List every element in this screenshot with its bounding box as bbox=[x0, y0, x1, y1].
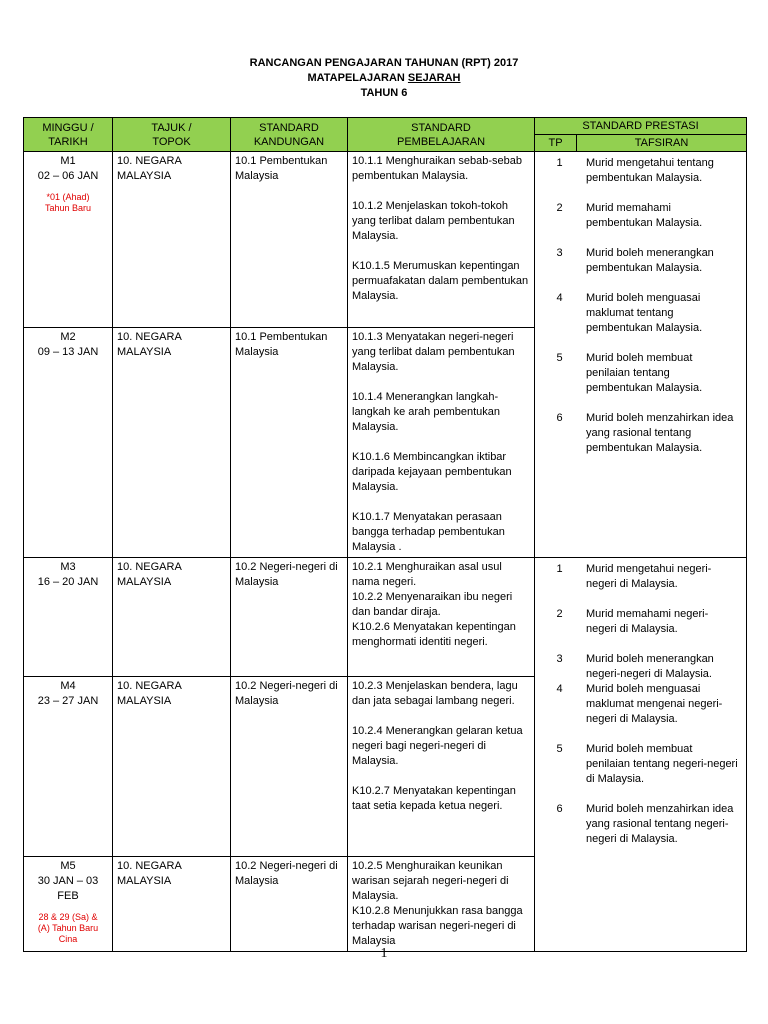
tajuk-cell: 10. NEGARA MALAYSIA bbox=[113, 152, 231, 328]
page-number: 1 bbox=[380, 946, 388, 961]
col-header-tp: TP bbox=[535, 135, 577, 152]
tp-level: 6 bbox=[556, 412, 563, 424]
col-header-sk-line1: STANDARD bbox=[259, 121, 319, 134]
title-line-3: TAHUN 6 bbox=[360, 87, 408, 99]
col-header-sp-line2: PEMBELAJARAN bbox=[396, 135, 486, 148]
tajuk-cell: 10. NEGARA MALAYSIA bbox=[113, 328, 231, 558]
prestasi-item bbox=[539, 562, 742, 592]
prestasi-cell-group2 bbox=[535, 558, 747, 952]
week-cell bbox=[24, 677, 113, 857]
prestasi-item bbox=[539, 652, 742, 682]
kandungan-cell: 10.1 Pembentukan Malaysia bbox=[231, 152, 348, 328]
week-row-m3 bbox=[24, 558, 747, 677]
holiday-line: (A) Tahun Baru bbox=[37, 923, 99, 933]
subject-name: SEJARAH bbox=[407, 72, 461, 84]
tp-level: 3 bbox=[556, 247, 563, 259]
learning-standard: 10.1.4 Menerangkan langkah-langkah ke arah pembentukan Malaysia. bbox=[352, 391, 500, 433]
tafsiran-text: Murid boleh membuat penilaian tentang pembentukan Malaysia. bbox=[586, 352, 703, 394]
col-header-minggu bbox=[24, 118, 113, 152]
tafsiran-text: Murid boleh menguasai maklumat tentang pembentukan Malaysia. bbox=[586, 292, 703, 334]
learning-standard: 10.1.2 Menjelaskan tokoh-tokoh yang terlibat dalam pembentukan Malaysia. bbox=[352, 200, 515, 242]
prestasi-item bbox=[539, 246, 742, 276]
tajuk-cell: 10. NEGARA MALAYSIA bbox=[113, 857, 231, 952]
tp-level: 2 bbox=[556, 608, 563, 620]
learning-standard: K10.1.5 Merumuskan kepentingan permuafakatan dalam pembentukan Malaysia. bbox=[352, 260, 529, 302]
week-dates: 09 – 13 JAN bbox=[37, 346, 99, 358]
week-dates: 30 JAN – 03 FEB bbox=[37, 875, 99, 902]
tafsiran-text: Murid boleh menerangkan negeri-negeri di Malaysia. bbox=[586, 653, 714, 680]
week-dates: 02 – 06 JAN bbox=[37, 170, 99, 182]
title-line-2 bbox=[0, 71, 768, 86]
prestasi-cell-group1 bbox=[535, 152, 747, 558]
tafsiran-text: Murid memahami negeri-negeri di Malaysia. bbox=[586, 608, 709, 635]
col-header-tajuk bbox=[113, 118, 231, 152]
kandungan-cell: 10.2 Negeri-negeri di Malaysia bbox=[231, 558, 348, 677]
learning-standard: K10.2.7 Menyatakan kepentingan taat setia kepada ketua negeri. bbox=[352, 785, 516, 812]
tp-level: 1 bbox=[556, 157, 563, 169]
col-header-standard-kandungan bbox=[231, 118, 348, 152]
tafsiran-text: Murid boleh menzahirkan idea yang rasional tentang negeri-negeri di Malaysia. bbox=[586, 803, 734, 845]
tajuk-cell: 10. NEGARA MALAYSIA bbox=[113, 558, 231, 677]
week-number: M1 bbox=[60, 155, 76, 167]
learning-standard: 10.1.3 Menyatakan negeri-negeri yang terlibat dalam pembentukan Malaysia. bbox=[352, 331, 515, 373]
learning-standard: K10.1.7 Menyatakan perasaan bangga terhadap pembentukan Malaysia . bbox=[352, 511, 505, 553]
tafsiran-text: Murid boleh menguasai maklumat mengenai negeri-negeri di Malaysia. bbox=[586, 683, 723, 725]
learning-standard: K10.1.6 Membincangkan iktibar daripada kejayaan pembentukan Malaysia. bbox=[352, 451, 512, 493]
pembelajaran-cell bbox=[348, 558, 535, 677]
tp-level: 5 bbox=[556, 743, 563, 755]
week-row-m1 bbox=[24, 152, 747, 328]
learning-standard: 10.2.5 Menghuraikan keunikan warisan sejarah negeri-negeri di Malaysia. bbox=[352, 860, 509, 902]
learning-standard: K10.2.8 Menunjukkan rasa bangga terhadap warisan negeri-negeri di Malaysia bbox=[352, 905, 523, 947]
col-header-minggu-line2: TARIKH bbox=[48, 135, 88, 148]
pembelajaran-cell bbox=[348, 677, 535, 857]
prestasi-item bbox=[539, 411, 742, 456]
document-title bbox=[0, 56, 768, 101]
learning-standard: 10.2.3 Menjelaskan bendera, lagu dan jata sebagai lambang negeri. bbox=[352, 680, 518, 707]
tp-level: 2 bbox=[556, 202, 563, 214]
holiday-line: 28 & 29 (Sa) & bbox=[38, 912, 98, 922]
kandungan-cell: 10.2 Negeri-negeri di Malaysia bbox=[231, 857, 348, 952]
prestasi-item bbox=[539, 742, 742, 787]
kandungan-cell: 10.1 Pembentukan Malaysia bbox=[231, 328, 348, 558]
week-number: M5 bbox=[60, 860, 76, 872]
learning-standard: 10.2.2 Menyenaraikan ibu negeri dan bandar diraja. bbox=[352, 591, 513, 618]
learning-standard: 10.1.1 Menghuraikan sebab-sebab pembentukan Malaysia. bbox=[352, 155, 523, 182]
prestasi-item bbox=[539, 802, 742, 847]
tajuk-cell: 10. NEGARA MALAYSIA bbox=[113, 677, 231, 857]
tafsiran-text: Murid mengetahui tentang pembentukan Malaysia. bbox=[586, 157, 714, 184]
tafsiran-text: Murid boleh menzahirkan idea yang rasional tentang pembentukan Malaysia. bbox=[586, 412, 734, 454]
col-header-tajuk-line1: TAJUK / bbox=[151, 121, 192, 134]
prestasi-item bbox=[539, 607, 742, 637]
learning-standard: 10.2.1 Menghuraikan asal usul nama negeri. bbox=[352, 561, 502, 588]
week-cell bbox=[24, 152, 113, 328]
subject-prefix: MATAPELAJARAN bbox=[307, 72, 408, 84]
col-header-minggu-line1: MINGGU / bbox=[42, 121, 94, 134]
week-number: M3 bbox=[60, 561, 76, 573]
col-header-tajuk-line2: TOPOK bbox=[152, 135, 191, 148]
col-header-sk-line2: KANDUNGAN bbox=[253, 135, 325, 148]
holiday-line: Cina bbox=[58, 934, 78, 944]
tafsiran-text: Murid memahami pembentukan Malaysia. bbox=[586, 202, 703, 229]
tafsiran-text: Murid mengetahui negeri-negeri di Malaysia. bbox=[586, 563, 712, 590]
week-dates: 16 – 20 JAN bbox=[37, 576, 99, 588]
tp-level: 4 bbox=[556, 292, 563, 304]
tp-level: 1 bbox=[556, 563, 563, 575]
week-cell bbox=[24, 857, 113, 952]
pembelajaran-cell bbox=[348, 328, 535, 558]
tp-level: 4 bbox=[556, 683, 563, 695]
rpt-table bbox=[23, 117, 747, 952]
week-number: M2 bbox=[60, 331, 76, 343]
week-number: M4 bbox=[60, 680, 76, 692]
tafsiran-text: Murid boleh membuat penilaian tentang negeri-negeri di Malaysia. bbox=[586, 743, 738, 785]
header-row-1 bbox=[24, 118, 747, 135]
tp-level: 6 bbox=[556, 803, 563, 815]
prestasi-item bbox=[539, 156, 742, 186]
tp-level: 3 bbox=[556, 653, 563, 665]
prestasi-item bbox=[539, 201, 742, 231]
prestasi-item bbox=[539, 682, 742, 727]
col-header-standard-pembelajaran bbox=[348, 118, 535, 152]
week-cell bbox=[24, 558, 113, 677]
title-line-1: RANCANGAN PENGAJARAN TAHUNAN (RPT) 2017 bbox=[249, 57, 519, 69]
learning-standard: 10.2.4 Menerangkan gelaran ketua negeri bagi negeri-negeri di Malaysia. bbox=[352, 725, 523, 767]
holiday-line: Tahun Baru bbox=[44, 203, 92, 213]
kandungan-cell: 10.2 Negeri-negeri di Malaysia bbox=[231, 677, 348, 857]
holiday-note bbox=[28, 912, 108, 945]
prestasi-item bbox=[539, 351, 742, 396]
week-cell bbox=[24, 328, 113, 558]
week-dates: 23 – 27 JAN bbox=[37, 695, 99, 707]
col-header-tafsiran: TAFSIRAN bbox=[577, 135, 747, 152]
col-header-sp-line1: STANDARD bbox=[411, 121, 471, 134]
tp-level: 5 bbox=[556, 352, 563, 364]
tafsiran-text: Murid boleh menerangkan pembentukan Malaysia. bbox=[586, 247, 714, 274]
pembelajaran-cell bbox=[348, 857, 535, 952]
holiday-note bbox=[28, 192, 108, 214]
learning-standard: K10.2.6 Menyatakan kepentingan menghormati identiti negeri. bbox=[352, 621, 516, 648]
col-header-standard-prestasi: STANDARD PRESTASI bbox=[535, 118, 747, 135]
pembelajaran-cell bbox=[348, 152, 535, 328]
prestasi-item bbox=[539, 291, 742, 336]
holiday-line: *01 (Ahad) bbox=[46, 192, 90, 202]
